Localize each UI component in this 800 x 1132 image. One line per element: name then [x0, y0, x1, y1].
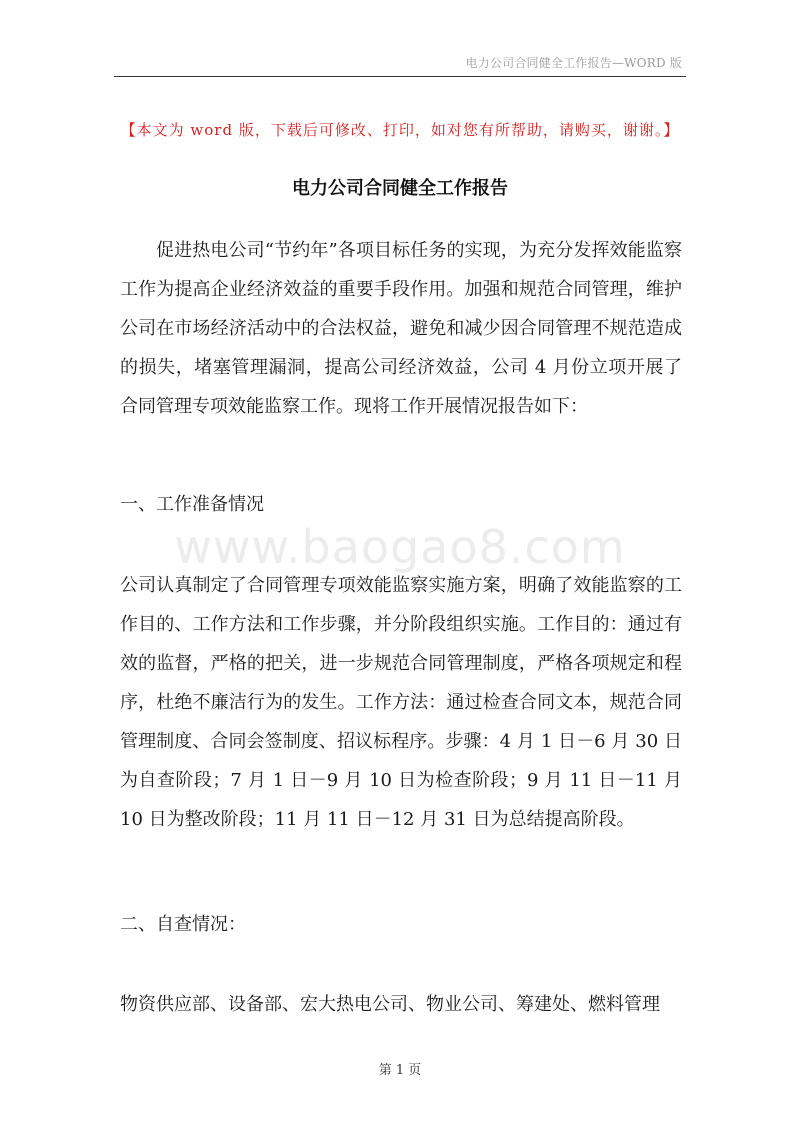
- running-header: 电力公司合同健全工作报告—WORD 版: [465, 56, 682, 70]
- page-number: 第 1 页: [378, 1063, 422, 1078]
- header-divider: [114, 76, 686, 77]
- preparation-paragraph: 公司认真制定了合同管理专项效能监察实施方案，明确了效能监察的工作目的、工作方法和工作步骤，并分阶段组织实施。工作目的：通过有效的监督，严格的把关，进一步规范合同管理制度，严格各项规定和程序，杜绝不廉洁行为的发生。工作方法：通过检查合同文本，规范合同管理制度、合同会签制度、招议标程序。步骤：4 月 1 日－6 月 30 日为自查阶段；7 月 1 日－9 月 10 日为检查阶段；9 月 11 日－11 月 10 日为整改阶段；11 月 11 日－12 月 31 日为总结提高阶段。: [120, 575, 682, 830]
- section-heading-preparation: 一、工作准备情况: [120, 494, 264, 515]
- watermark: www.baogao8.com: [174, 520, 626, 574]
- self-check-paragraph: 物资供应部、设备部、宏大热电公司、物业公司、筹建处、燃料管理: [120, 994, 660, 1015]
- intro-paragraph: 促进热电公司“节约年”各项目标任务的实现，为充分发挥效能监察工作为提高企业经济效益的重要手段作用。加强和规范合同管理，维护公司在市场经济活动中的合法权益，避免和减少因合同管理不规范造成的损失，堵塞管理漏洞，提高公司经济效益，公司 4 月份立项开展了合同管理专项效能监察工作。现将工作开展情况报告如下：: [120, 240, 682, 417]
- purchase-notice: 【本文为 word 版，下载后可修改、打印，如对您有所帮助，请购买，谢谢。】: [120, 121, 680, 139]
- section-heading-self-check: 二、自查情况：: [120, 914, 246, 935]
- document-title: 电力公司合同健全工作报告: [292, 178, 508, 199]
